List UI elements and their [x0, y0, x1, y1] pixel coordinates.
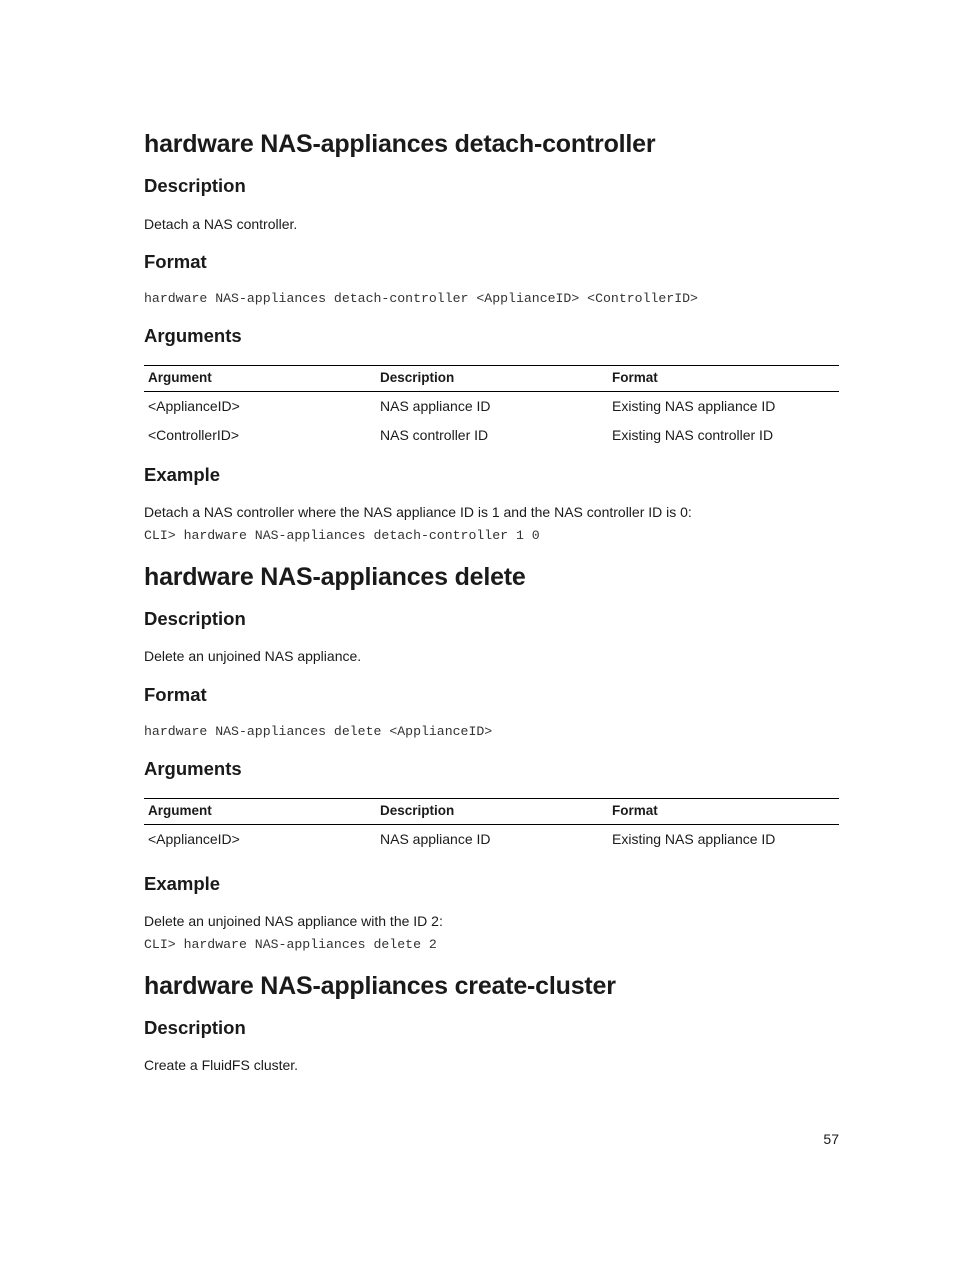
arguments-heading: Arguments [144, 758, 242, 779]
format-heading: Format [144, 251, 207, 272]
table-header-row [144, 799, 839, 825]
format-heading: Format [144, 684, 207, 705]
example-heading: Example [144, 464, 221, 485]
example-code: CLI> hardware NAS-appliances detach-controller 1 0 [144, 528, 540, 543]
example-text: Detach a NAS controller where the NAS appliance ID is 1 and the NAS controller ID is 0: [144, 504, 692, 520]
format-code: hardware NAS-appliances detach-controller <ApplianceID> <ControllerID> [144, 291, 698, 306]
arguments-heading: Arguments [144, 325, 242, 346]
section-title-create-cluster: hardware NAS-appliances create-cluster [144, 972, 616, 1000]
table-cell: Existing NAS appliance ID [612, 831, 776, 847]
table-header-argument: Argument [144, 799, 376, 825]
table-cell: NAS controller ID [380, 427, 489, 443]
table-header-description: Description [376, 799, 608, 825]
page-number: 57 [823, 1131, 839, 1147]
table-cell: Existing NAS controller ID [612, 427, 774, 443]
description-text: Detach a NAS controller. [144, 216, 298, 232]
table-cell: <ApplianceID> [148, 831, 240, 847]
table-cell: NAS appliance ID [380, 831, 491, 847]
arguments-table [144, 798, 839, 854]
table-cell: NAS appliance ID [380, 398, 491, 414]
table-header-format: Format [608, 366, 839, 392]
document-page [144, 128, 839, 1074]
table-header-format: Format [608, 799, 839, 825]
section-title-detach-controller: hardware NAS-appliances detach-controller [144, 130, 656, 158]
example-text: Delete an unjoined NAS appliance with the ID 2: [144, 913, 443, 929]
table-header-description: Description [376, 366, 608, 392]
section-title-delete: hardware NAS-appliances delete [144, 563, 526, 591]
format-code: hardware NAS-appliances delete <ApplianceID> [144, 724, 493, 739]
table-header-row [144, 366, 839, 392]
description-heading: Description [144, 175, 246, 196]
description-heading: Description [144, 1017, 246, 1038]
example-code: CLI> hardware NAS-appliances delete 2 [144, 937, 437, 952]
table-row [144, 421, 839, 450]
description-heading: Description [144, 608, 246, 629]
table-row [144, 825, 839, 855]
example-heading: Example [144, 873, 221, 894]
description-text: Create a FluidFS cluster. [144, 1057, 299, 1073]
table-row [144, 392, 839, 422]
table-cell: <ControllerID> [148, 427, 240, 443]
table-cell: <ApplianceID> [148, 398, 240, 414]
table-header-argument: Argument [144, 366, 376, 392]
table-cell: Existing NAS appliance ID [612, 398, 776, 414]
description-text: Delete an unjoined NAS appliance. [144, 648, 362, 664]
arguments-table [144, 365, 839, 450]
